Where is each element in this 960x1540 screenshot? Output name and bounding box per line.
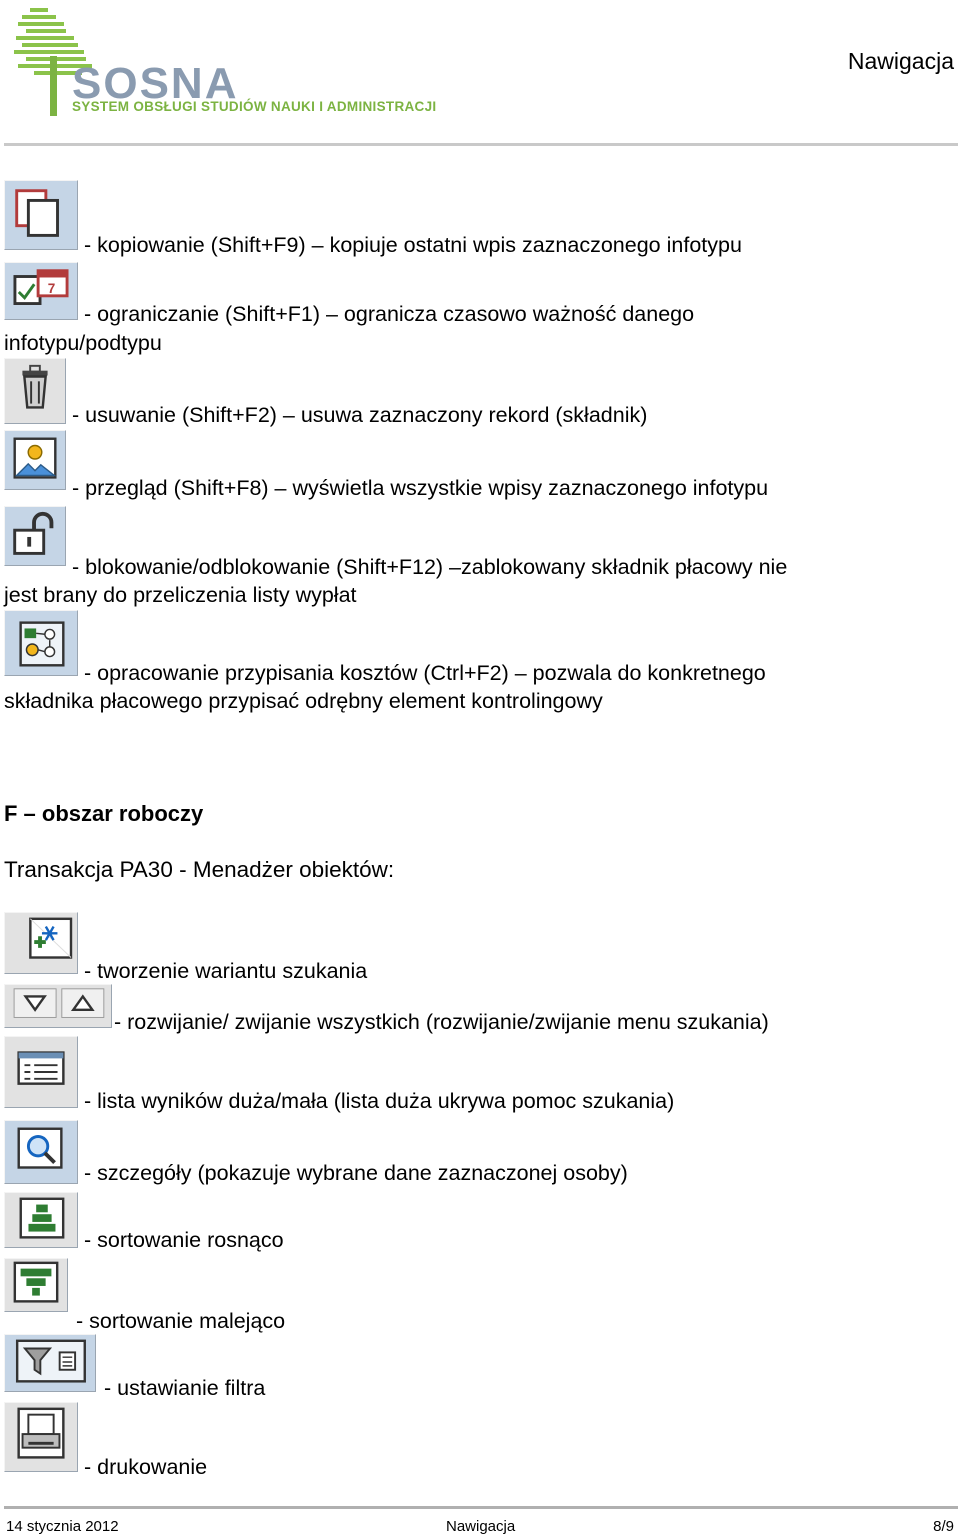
delimit-description-line2: infotypu/podtypu xyxy=(4,331,162,355)
svg-text:7: 7 xyxy=(47,280,56,296)
result-list-icon xyxy=(4,1036,78,1108)
sort-ascending-icon xyxy=(4,1192,78,1248)
copy-icon xyxy=(4,180,78,250)
overview-icon xyxy=(4,430,66,490)
cost-assignment-description-line2: składnika płacowego przypisać odrębny element kontrolingowy xyxy=(4,689,603,713)
page-header-title: Nawigacja xyxy=(847,48,954,74)
sort-descending-description: - sortowanie malejąco xyxy=(76,1309,286,1333)
cost-assignment-description-line1: - opracowanie przypisania kosztów (Ctrl+F2) – pozwala do konkretnego xyxy=(84,661,766,685)
create-variant-description: - tworzenie wariantu szukania xyxy=(84,959,368,983)
expand-collapse-description: - rozwijanie/ zwijanie wszystkich (rozwijanie/zwijanie menu szukania) xyxy=(114,1010,769,1034)
footer-date: 14 stycznia 2012 xyxy=(6,1518,119,1535)
delimit-description-line1: - ograniczanie (Shift+F1) – ogranicza czasowo ważność danego xyxy=(84,302,695,326)
brand-subtitle: SYSTEM OBSŁUGI STUDIÓW NAUKI I ADMINISTRACJI xyxy=(72,99,437,114)
lock-icon xyxy=(4,506,66,566)
lock-description-line2: jest brany do przeliczenia listy wypłat xyxy=(4,583,357,607)
trash-description: - usuwanie (Shift+F2) – usuwa zaznaczony rekord (składnik) xyxy=(72,403,648,427)
section-intro: Transakcja PA30 - Menadżer obiektów: xyxy=(4,857,395,882)
section-heading: F – obszar roboczy xyxy=(4,801,204,826)
result-list-description: - lista wyników duża/mała (lista duża ukrywa pomoc szukania) xyxy=(84,1089,675,1113)
print-icon xyxy=(4,1402,78,1472)
delimit-icon xyxy=(4,262,78,320)
details-icon xyxy=(4,1120,78,1184)
create-variant-icon xyxy=(4,912,78,974)
footer-page-number: 8/9 xyxy=(933,1518,954,1535)
copy-description: - kopiowanie (Shift+F9) – kopiuje ostatni wpis zaznaczonego infotypu xyxy=(84,233,742,257)
cost-assignment-icon xyxy=(4,610,78,676)
brand-wordmark: SOSNA xyxy=(72,59,239,108)
filter-description: - ustawianie filtra xyxy=(104,1376,266,1400)
lock-description-line1: - blokowanie/odblokowanie (Shift+F12) –zablokowany składnik płacowy nie xyxy=(72,555,788,579)
trash-icon xyxy=(4,358,66,424)
print-description: - drukowanie xyxy=(84,1455,208,1479)
details-description: - szczegóły (pokazuje wybrane dane zaznaczonej osoby) xyxy=(84,1161,628,1185)
filter-icon xyxy=(4,1334,96,1392)
footer-title: Nawigacja xyxy=(446,1518,516,1535)
sort-descending-icon xyxy=(4,1258,68,1312)
overview-description: - przegląd (Shift+F8) – wyświetla wszystkie wpisy zaznaczonego infotypu xyxy=(72,476,769,500)
header-divider xyxy=(4,143,958,146)
footer-divider xyxy=(4,1506,958,1509)
expand-collapse-icon xyxy=(4,984,112,1028)
sort-ascending-description: - sortowanie rosnąco xyxy=(84,1228,284,1252)
